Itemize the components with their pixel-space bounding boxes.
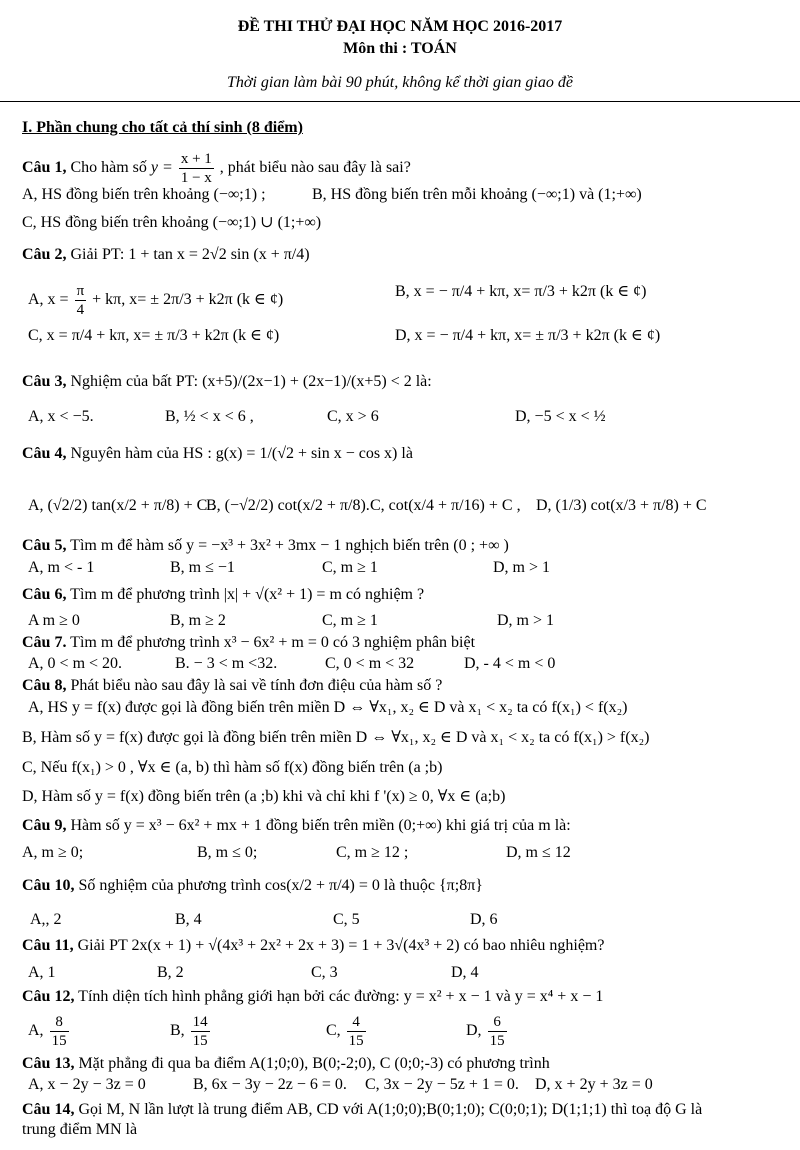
q4-option-d: D, (1/3) cot(x/3 + π/8) + C [536, 497, 707, 514]
option-fraction [50, 1013, 69, 1050]
question-label: Câu 5, [22, 537, 67, 554]
q1-option-a: A, HS đồng biến trên khoảng (−∞;1) ; [22, 186, 266, 203]
q9-option-b: B, m ≤ 0; [197, 844, 258, 861]
q13-option-a: A, x − 2y − 3z = 0 [28, 1076, 146, 1093]
q8-option-b: B, Hàm số y = f(x) được gọi là đồng biến trên miền D ⇔ ∀x₁, x₂ ∈ D và x₁ < x₂ ta có f(x₁) > f(x₂) [22, 729, 650, 746]
q11-option-a: A, 1 [28, 964, 56, 981]
question-text: Phát biểu nào sau đây là sai về tính đơn điệu của hàm số ? [70, 677, 443, 694]
question-label: Câu 13, [22, 1055, 75, 1072]
q2-option-a [28, 282, 283, 319]
header-divider [0, 101, 800, 102]
question-text: Nghiệm của bất PT: (x+5)/(2x−1) + (2x−1)/(x+5) < 2 là: [70, 373, 432, 390]
q10-option-a: A,, 2 [30, 911, 62, 928]
q4-option-c: C, cot(x/4 + π/16) + C , [370, 497, 521, 514]
q5-option-c: C, m ≥ 1 [322, 559, 378, 576]
option-fraction [191, 1013, 210, 1050]
question-label: Câu 2, [22, 246, 67, 263]
q13-option-d: D, x + 2y + 3z = 0 [535, 1076, 653, 1093]
q6-option-a: A m ≥ 0 [28, 612, 80, 629]
question-text: Giải PT: 1 + tan x = 2√2 sin (x + π/4) [70, 246, 310, 263]
question-text: Mặt phẳng đi qua ba điểm A(1;0;0), B(0;-2;0), C (0;0;-3) có phương trình [78, 1055, 550, 1072]
question-text: Cho hàm số [70, 159, 147, 177]
question-text-post: , phát biểu nào sau đây là sai? [219, 159, 411, 177]
option-letter: C, [326, 1022, 341, 1040]
fraction-denominator: 15 [348, 1033, 364, 1049]
question-label: Câu 11, [22, 937, 74, 954]
q8-option-a: A, HS y = f(x) được gọi là đồng biến trên miền D ⇔ ∀x₁, x₂ ∈ D và x₁ < x₂ ta có f(x₁) < f(x₂) [28, 699, 628, 716]
q9-option-c: C, m ≥ 12 ; [336, 844, 409, 861]
question-5 [22, 536, 509, 556]
q12-option-c [326, 1013, 368, 1050]
question-text: Tìm m để phương trình |x| + √(x² + 1) = m có nghiệm ? [70, 586, 425, 603]
question-label: Câu 8, [22, 677, 67, 694]
q5-option-b: B, m ≤ −1 [170, 559, 235, 576]
question-13 [22, 1054, 550, 1074]
option-letter: B, [170, 1022, 185, 1040]
q11-option-b: B, 2 [157, 964, 184, 981]
q12-option-a [28, 1013, 71, 1050]
q6-option-b: B, m ≥ 2 [170, 612, 226, 629]
q8-option-d: D, Hàm số y = f(x) đồng biến trên (a ;b) khi và chỉ khi f '(x) ≥ 0, ∀x ∈ (a;b) [22, 788, 506, 805]
q1-option-b: B, HS đồng biến trên mỗi khoảng (−∞;1) và (1;+∞) [312, 186, 642, 203]
q3-option-a: A, x < −5. [28, 408, 94, 425]
fraction-denominator: 15 [489, 1033, 505, 1049]
question-10 [22, 876, 483, 896]
fraction-denominator: 1 − x [180, 170, 212, 186]
fraction-numerator: 8 [50, 1013, 69, 1032]
q11-option-c: C, 3 [311, 964, 338, 981]
option-fraction: $\frac{\pi}{4}$ [76, 283, 85, 318]
question-1 [22, 150, 411, 187]
exam-subject: Môn thi : TOÁN [343, 40, 457, 57]
q8-option-c: C, Nếu f(x₁) > 0 , ∀x ∈ (a, b) thì hàm số f(x) đồng biến trên (a ;b) [22, 759, 443, 776]
question-11 [22, 936, 604, 956]
question-text: Tìm m để phương trình x³ − 6x² + m = 0 có 3 nghiệm phân biệt [70, 634, 476, 651]
question-7 [22, 633, 475, 653]
option-letter: D, [466, 1022, 482, 1040]
question-label: Câu 9, [22, 817, 67, 834]
q3-option-b: B, ½ < x < 6 , [165, 408, 254, 425]
exam-title: ĐỀ THI THỬ ĐẠI HỌC NĂM HỌC 2016-2017 [237, 18, 563, 35]
q10-option-d: D, 6 [470, 911, 498, 928]
question-3 [22, 372, 432, 392]
question-label: Câu 4, [22, 445, 67, 462]
q4-option-a: A, (√2/2) tan(x/2 + π/8) + C . [28, 497, 216, 514]
question-label: Câu 6, [22, 586, 67, 603]
question-label: Câu 3, [22, 373, 67, 390]
q5-option-a: A, m < - 1 [28, 559, 95, 576]
question-9 [22, 816, 571, 836]
question-6 [22, 585, 424, 605]
option-fraction [347, 1013, 366, 1050]
question-text: Tìm m để hàm số y = −x³ + 3x² + 3mx − 1 nghịch biến trên (0 ; +∞ ) [70, 537, 509, 554]
question-text: Gọi M, N lần lượt là trung điểm AB, CD với A(1;0;0);B(0;1;0); C(0;0;1); D(1;1;1) thì toạ độ G là [78, 1101, 703, 1118]
question-label: Câu 14, [22, 1101, 75, 1118]
option-prefix: A, x = [28, 291, 69, 309]
q5-option-d: D, m > 1 [493, 559, 551, 576]
question-14-continued: trung điểm MN là [22, 1121, 138, 1138]
question-label: Câu 10, [22, 877, 75, 894]
q6-option-c: C, m ≥ 1 [322, 612, 378, 629]
q2-option-d: D, x = − π/4 + kπ, x= ± π/3 + k2π (k ∈ ¢) [395, 327, 661, 344]
fraction-numerator: x + 1 [180, 151, 212, 167]
question-8 [22, 676, 442, 696]
q6-option-d: D, m > 1 [497, 612, 555, 629]
question-2 [22, 245, 310, 265]
fraction-numerator: 4 [347, 1013, 366, 1032]
function-fraction [179, 150, 214, 187]
q7-option-c: C, 0 < m < 32 [325, 655, 415, 672]
question-text: Hàm số y = x³ − 6x² + mx + 1 đồng biến trên miền (0;+∞) khi giá trị của m là: [70, 817, 571, 834]
question-14 [22, 1100, 702, 1120]
q2-option-b: B, x = − π/4 + kπ, x= π/3 + k2π (k ∈ ¢) [395, 283, 647, 300]
option-letter: A, [28, 1022, 44, 1040]
exam-time-note: Thời gian làm bài 90 phút, không kể thời gian giao đề [227, 74, 573, 91]
q13-option-b: B, 6x − 3y − 2z − 6 = 0. [193, 1076, 347, 1093]
fraction-denominator: 15 [192, 1033, 208, 1049]
q7-option-b: B. − 3 < m <32. [175, 655, 278, 672]
fraction-denominator: 15 [51, 1033, 67, 1049]
function-lhs: y = [150, 159, 173, 177]
option-suffix: + kπ, x= ± 2π/3 + k2π (k ∈ ¢) [92, 291, 284, 309]
question-label: Câu 1, [22, 159, 67, 177]
question-text: Tính diện tích hình phẳng giới hạn bởi các đường: y = x² + x − 1 và y = x⁴ + x − 1 [78, 988, 604, 1005]
question-text: Số nghiệm của phương trình cos(x/2 + π/4) = 0 là thuộc {π;8π} [78, 877, 483, 894]
q12-option-b [170, 1013, 212, 1050]
fraction-numerator: 6 [488, 1013, 507, 1032]
section-heading: I. Phần chung cho tất cả thí sinh (8 điểm) [22, 119, 303, 136]
q12-option-d [466, 1013, 509, 1050]
question-text: Giải PT 2x(x + 1) + √(4x³ + 2x² + 2x + 3) = 1 + 3√(4x³ + 2) có bao nhiêu nghiệm? [77, 937, 605, 954]
q11-option-d: D, 4 [451, 964, 479, 981]
q9-option-a: A, m ≥ 0; [22, 844, 84, 861]
question-12 [22, 987, 603, 1007]
fraction-numerator: 14 [192, 1014, 208, 1030]
q10-option-c: C, 5 [333, 911, 360, 928]
question-label: Câu 7. [22, 634, 67, 651]
q3-option-c: C, x > 6 [327, 408, 379, 425]
q10-option-b: B, 4 [175, 911, 202, 928]
q7-option-a: A, 0 < m < 20. [28, 655, 123, 672]
question-4 [22, 444, 413, 464]
q9-option-d: D, m ≤ 12 [506, 844, 571, 861]
q7-option-d: D, - 4 < m < 0 [464, 655, 556, 672]
option-fraction [488, 1013, 507, 1050]
question-text: Nguyên hàm của HS : g(x) = 1/(√2 + sin x − cos x) là [70, 445, 413, 462]
question-label: Câu 12, [22, 988, 75, 1005]
q2-option-c: C, x = π/4 + kπ, x= ± π/3 + k2π (k ∈ ¢) [28, 327, 280, 344]
q13-option-c: C, 3x − 2y − 5z + 1 = 0. [365, 1076, 519, 1093]
q3-option-d: D, −5 < x < ½ [515, 408, 606, 425]
q4-option-b: B, (−√2/2) cot(x/2 + π/8). [206, 497, 370, 514]
q1-option-c: C, HS đồng biến trên khoảng (−∞;1) ∪ (1;+∞) [22, 214, 322, 231]
